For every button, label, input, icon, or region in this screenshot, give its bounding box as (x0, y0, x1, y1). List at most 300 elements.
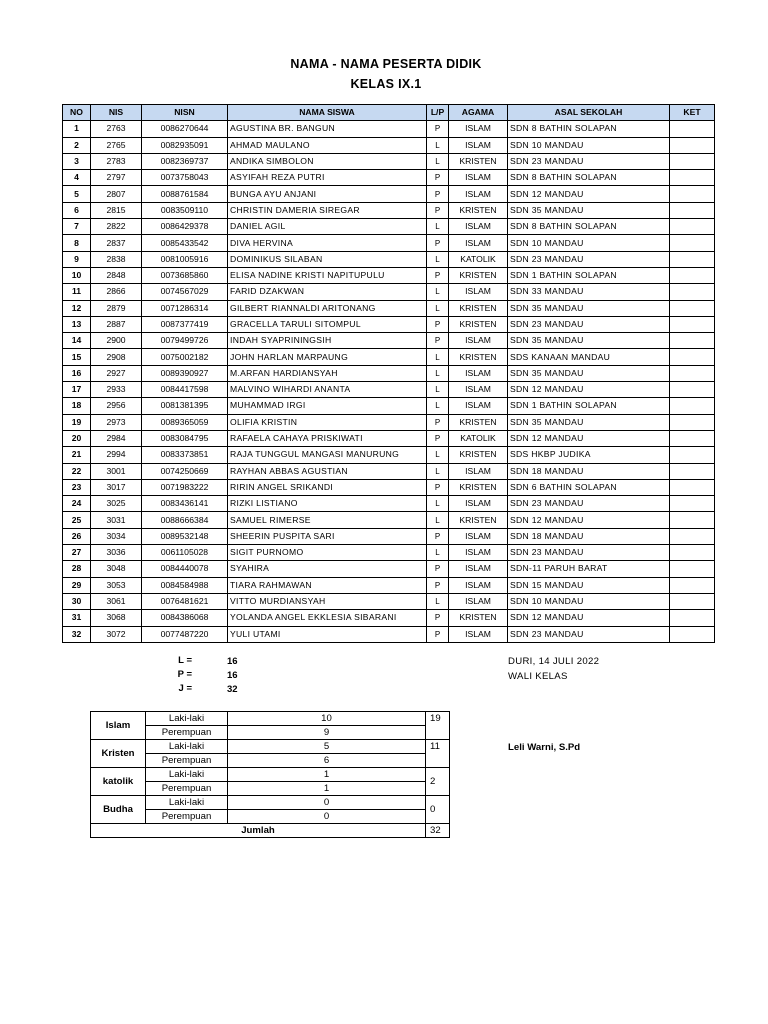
female-count: 1 (228, 782, 426, 796)
religion-row-male (91, 740, 450, 754)
table-row (63, 496, 715, 512)
row-asal: SDN 1 BATHIN SOLAPAN (508, 398, 670, 414)
row-asal: SDN 12 MANDAU (508, 610, 670, 626)
row-asal: SDN 35 MANDAU (508, 300, 670, 316)
row-agama: ISLAM (449, 463, 508, 479)
row-nama: DOMINIKUS SILABAN (228, 251, 427, 267)
male-label: Laki-laki (146, 712, 228, 726)
row-agama: ISLAM (449, 170, 508, 186)
male-count: 1 (228, 768, 426, 782)
row-lp: L (427, 349, 449, 365)
row-asal: SDN 23 MANDAU (508, 545, 670, 561)
row-ket (670, 626, 715, 642)
col-header-asal: ASAL SEKOLAH (508, 105, 670, 121)
row-ket (670, 561, 715, 577)
row-agama: KATOLIK (449, 251, 508, 267)
row-nisn: 0071983222 (142, 479, 228, 495)
row-lp: L (427, 365, 449, 381)
row-nama: RAJA TUNGGUL MANGASI MANURUNG (228, 447, 427, 463)
table-row (63, 202, 715, 218)
row-nisn: 0079499726 (142, 333, 228, 349)
row-asal: SDN-11 PARUH BARAT (508, 561, 670, 577)
table-row (63, 333, 715, 349)
row-nis: 2933 (91, 382, 142, 398)
student-rows (63, 121, 715, 643)
row-ket (670, 610, 715, 626)
row-nis: 2927 (91, 365, 142, 381)
row-nis: 2973 (91, 414, 142, 430)
row-nisn: 0083436141 (142, 496, 228, 512)
row-nis: 2956 (91, 398, 142, 414)
row-asal: SDN 23 MANDAU (508, 316, 670, 332)
row-agama: KRISTEN (449, 300, 508, 316)
row-asal: SDN 10 MANDAU (508, 235, 670, 251)
row-nis: 3061 (91, 593, 142, 609)
row-asal: SDN 23 MANDAU (508, 626, 670, 642)
row-asal: SDN 23 MANDAU (508, 251, 670, 267)
row-nisn: 0088761584 (142, 186, 228, 202)
table-row (63, 219, 715, 235)
male-label: Laki-laki (146, 768, 228, 782)
row-nama: BUNGA AYU ANJANI (228, 186, 427, 202)
row-agama: KRISTEN (449, 447, 508, 463)
row-asal: SDN 10 MANDAU (508, 137, 670, 153)
row-asal: SDN 35 MANDAU (508, 333, 670, 349)
row-nis: 2763 (91, 121, 142, 137)
row-nisn: 0084386068 (142, 610, 228, 626)
summary-l (172, 655, 272, 669)
row-no: 31 (63, 610, 91, 626)
row-nisn: 0074567029 (142, 284, 228, 300)
row-ket (670, 430, 715, 446)
female-count: 0 (228, 810, 426, 824)
col-header-nama: NAMA SISWA (228, 105, 427, 121)
row-nisn: 0083084795 (142, 430, 228, 446)
female-label: Perempuan (146, 782, 228, 796)
row-agama: ISLAM (449, 333, 508, 349)
table-row (63, 316, 715, 332)
row-nama: RIRIN ANGEL SRIKANDI (228, 479, 427, 495)
row-nisn: 0083509110 (142, 202, 228, 218)
class-subtitle: KELAS IX.1 (350, 77, 422, 91)
row-lp: P (427, 577, 449, 593)
table-row (63, 479, 715, 495)
row-asal: SDN 10 MANDAU (508, 593, 670, 609)
row-nama: ANDIKA SIMBOLON (228, 153, 427, 169)
row-agama: ISLAM (449, 382, 508, 398)
row-no: 15 (63, 349, 91, 365)
row-no: 30 (63, 593, 91, 609)
row-nama: MALVINO WIHARDI ANANTA (228, 382, 427, 398)
row-lp: P (427, 626, 449, 642)
table-row (63, 626, 715, 642)
row-nama: YOLANDA ANGEL EKKLESIA SIBARANI (228, 610, 427, 626)
row-nisn: 0081381395 (142, 398, 228, 414)
row-agama: ISLAM (449, 219, 508, 235)
row-no: 9 (63, 251, 91, 267)
table-row (63, 512, 715, 528)
row-nis: 2866 (91, 284, 142, 300)
row-nis: 3001 (91, 463, 142, 479)
row-nisn: 0077487220 (142, 626, 228, 642)
table-row (63, 414, 715, 430)
row-ket (670, 365, 715, 381)
table-row (63, 463, 715, 479)
table-row (63, 349, 715, 365)
row-asal: SDN 23 MANDAU (508, 153, 670, 169)
row-lp: P (427, 528, 449, 544)
jumlah-total: 32 (426, 824, 450, 838)
row-agama: KRISTEN (449, 610, 508, 626)
row-lp: P (427, 610, 449, 626)
summary-j-label: J = (178, 683, 192, 694)
row-nisn: 0089365059 (142, 414, 228, 430)
row-no: 26 (63, 528, 91, 544)
row-lp: P (427, 479, 449, 495)
row-no: 7 (63, 219, 91, 235)
row-nama: DIVA HERVINA (228, 235, 427, 251)
female-count: 6 (228, 754, 426, 768)
row-nis: 2783 (91, 153, 142, 169)
row-nis: 3031 (91, 512, 142, 528)
table-row (63, 251, 715, 267)
row-nisn: 0082935091 (142, 137, 228, 153)
row-agama: ISLAM (449, 398, 508, 414)
row-lp: L (427, 284, 449, 300)
row-asal: SDS HKBP JUDIKA (508, 447, 670, 463)
page-title: NAMA - NAMA PESERTA DIDIK (290, 57, 482, 71)
summary-p-value: 16 (227, 670, 238, 681)
row-asal: SDN 8 BATHIN SOLAPAN (508, 219, 670, 235)
row-nama: SAMUEL RIMERSE (228, 512, 427, 528)
table-row (63, 398, 715, 414)
religion-row-jumlah (91, 824, 450, 838)
row-nisn: 0084584988 (142, 577, 228, 593)
row-asal: SDN 18 MANDAU (508, 463, 670, 479)
row-asal: SDN 35 MANDAU (508, 365, 670, 381)
row-agama: ISLAM (449, 545, 508, 561)
religion-row-male (91, 712, 450, 726)
row-agama: KRISTEN (449, 414, 508, 430)
row-ket (670, 577, 715, 593)
row-lp: P (427, 561, 449, 577)
row-nama: M.ARFAN HARDIANSYAH (228, 365, 427, 381)
row-lp: L (427, 496, 449, 512)
row-nisn: 0082369737 (142, 153, 228, 169)
row-nis: 3034 (91, 528, 142, 544)
row-ket (670, 479, 715, 495)
table-row (63, 137, 715, 153)
row-agama: KRISTEN (449, 202, 508, 218)
col-header-no: NO (63, 105, 91, 121)
row-ket (670, 267, 715, 283)
row-ket (670, 414, 715, 430)
row-nis: 2765 (91, 137, 142, 153)
row-nama: GRACELLA TARULI SITOMPUL (228, 316, 427, 332)
row-ket (670, 300, 715, 316)
row-nisn: 0073685860 (142, 267, 228, 283)
male-count: 10 (228, 712, 426, 726)
row-asal: SDN 8 BATHIN SOLAPAN (508, 170, 670, 186)
row-lp: L (427, 300, 449, 316)
row-no: 2 (63, 137, 91, 153)
row-nama: AHMAD MAULANO (228, 137, 427, 153)
row-ket (670, 219, 715, 235)
row-no: 5 (63, 186, 91, 202)
row-nis: 2879 (91, 300, 142, 316)
female-label: Perempuan (146, 754, 228, 768)
row-no: 3 (63, 153, 91, 169)
religion-total: 0 (426, 796, 450, 824)
row-nama: AGUSTINA BR. BANGUN (228, 121, 427, 137)
row-agama: KRISTEN (449, 267, 508, 283)
row-nama: TIARA RAHMAWAN (228, 577, 427, 593)
table-row (63, 561, 715, 577)
row-nis: 2887 (91, 316, 142, 332)
row-nisn: 0083373851 (142, 447, 228, 463)
row-ket (670, 349, 715, 365)
row-nama: INDAH SYAPRININGSIH (228, 333, 427, 349)
row-lp: L (427, 545, 449, 561)
jumlah-label: Jumlah (91, 824, 426, 838)
row-lp: L (427, 153, 449, 169)
male-label: Laki-laki (146, 740, 228, 754)
row-nama: OLIFIA KRISTIN (228, 414, 427, 430)
row-nisn: 0086429378 (142, 219, 228, 235)
row-nisn: 0071286314 (142, 300, 228, 316)
religion-name: Budha (91, 796, 146, 824)
row-ket (670, 137, 715, 153)
col-header-nis: NIS (91, 105, 142, 121)
row-ket (670, 398, 715, 414)
row-nama: RAYHAN ABBAS AGUSTIAN (228, 463, 427, 479)
row-nis: 2838 (91, 251, 142, 267)
row-agama: ISLAM (449, 121, 508, 137)
row-ket (670, 284, 715, 300)
row-ket (670, 186, 715, 202)
table-row (63, 577, 715, 593)
table-row (63, 170, 715, 186)
religion-row-male (91, 796, 450, 810)
row-nis: 3017 (91, 479, 142, 495)
male-count: 0 (228, 796, 426, 810)
row-lp: P (427, 202, 449, 218)
row-nama: VITTO MURDIANSYAH (228, 593, 427, 609)
row-nis: 3053 (91, 577, 142, 593)
row-agama: KRISTEN (449, 153, 508, 169)
wali-kelas-label: WALI KELAS (508, 671, 568, 682)
row-nis: 2848 (91, 267, 142, 283)
row-lp: P (427, 414, 449, 430)
row-nisn: 0073758043 (142, 170, 228, 186)
table-row (63, 365, 715, 381)
row-nama: FARID DZAKWAN (228, 284, 427, 300)
row-ket (670, 463, 715, 479)
row-ket (670, 316, 715, 332)
row-nisn: 0087377419 (142, 316, 228, 332)
row-no: 13 (63, 316, 91, 332)
row-lp: L (427, 447, 449, 463)
religion-total: 19 (426, 712, 450, 740)
table-row (63, 593, 715, 609)
religion-name: katolik (91, 768, 146, 796)
row-asal: SDN 35 MANDAU (508, 414, 670, 430)
table-row (63, 610, 715, 626)
row-ket (670, 170, 715, 186)
row-ket (670, 153, 715, 169)
summary-l-value: 16 (227, 656, 238, 667)
row-lp: L (427, 512, 449, 528)
row-asal: SDN 6 BATHIN SOLAPAN (508, 479, 670, 495)
row-lp: P (427, 267, 449, 283)
table-row (63, 153, 715, 169)
row-nisn: 0084440078 (142, 561, 228, 577)
row-lp: L (427, 251, 449, 267)
place-date: DURI, 14 JULI 2022 (508, 656, 600, 667)
row-nis: 2807 (91, 186, 142, 202)
row-asal: SDS KANAAN MANDAU (508, 349, 670, 365)
row-asal: SDN 15 MANDAU (508, 577, 670, 593)
row-nis: 2984 (91, 430, 142, 446)
table-row (63, 447, 715, 463)
table-row (63, 528, 715, 544)
row-nisn: 0084417598 (142, 382, 228, 398)
row-agama: KRISTEN (449, 512, 508, 528)
female-count: 9 (228, 726, 426, 740)
table-row (63, 284, 715, 300)
row-no: 32 (63, 626, 91, 642)
row-agama: ISLAM (449, 626, 508, 642)
row-lp: P (427, 186, 449, 202)
row-ket (670, 545, 715, 561)
row-nama: RIZKI LISTIANO (228, 496, 427, 512)
row-lp: L (427, 593, 449, 609)
row-no: 22 (63, 463, 91, 479)
table-row (63, 382, 715, 398)
row-no: 4 (63, 170, 91, 186)
row-agama: KRISTEN (449, 479, 508, 495)
female-label: Perempuan (146, 726, 228, 740)
row-nis: 3072 (91, 626, 142, 642)
table-row (63, 300, 715, 316)
row-lp: L (427, 137, 449, 153)
row-nis: 3025 (91, 496, 142, 512)
row-lp: P (427, 430, 449, 446)
row-nama: ASYIFAH REZA PUTRI (228, 170, 427, 186)
row-ket (670, 512, 715, 528)
row-nis: 3036 (91, 545, 142, 561)
row-nis: 2797 (91, 170, 142, 186)
row-no: 6 (63, 202, 91, 218)
row-agama: ISLAM (449, 186, 508, 202)
row-agama: KRISTEN (449, 349, 508, 365)
row-agama: KATOLIK (449, 430, 508, 446)
row-nis: 2815 (91, 202, 142, 218)
row-lp: L (427, 219, 449, 235)
female-label: Perempuan (146, 810, 228, 824)
row-asal: SDN 1 BATHIN SOLAPAN (508, 267, 670, 283)
row-no: 20 (63, 430, 91, 446)
row-agama: ISLAM (449, 365, 508, 381)
col-header-ket: KET (670, 105, 715, 121)
table-header-row (63, 105, 715, 121)
religion-row-male (91, 768, 450, 782)
row-nama: CHRISTIN DAMERIA SIREGAR (228, 202, 427, 218)
row-nis: 2908 (91, 349, 142, 365)
row-lp: P (427, 121, 449, 137)
row-nis: 3068 (91, 610, 142, 626)
row-no: 8 (63, 235, 91, 251)
row-nisn: 0075002182 (142, 349, 228, 365)
row-asal: SDN 35 MANDAU (508, 202, 670, 218)
row-ket (670, 528, 715, 544)
row-no: 24 (63, 496, 91, 512)
row-nama: DANIEL AGIL (228, 219, 427, 235)
summary-l-label: L = (178, 655, 192, 666)
row-nama: RAFAELA CAHAYA PRISKIWATI (228, 430, 427, 446)
summary-p-label: P = (177, 669, 192, 680)
row-no: 29 (63, 577, 91, 593)
row-no: 19 (63, 414, 91, 430)
table-row (63, 186, 715, 202)
col-header-agama: AGAMA (449, 105, 508, 121)
row-agama: ISLAM (449, 496, 508, 512)
table-row (63, 545, 715, 561)
row-ket (670, 496, 715, 512)
row-ket (670, 333, 715, 349)
row-ket (670, 382, 715, 398)
row-no: 16 (63, 365, 91, 381)
row-ket (670, 121, 715, 137)
male-label: Laki-laki (146, 796, 228, 810)
row-nama: YULI UTAMI (228, 626, 427, 642)
row-nisn: 0074250669 (142, 463, 228, 479)
row-lp: P (427, 316, 449, 332)
row-no: 14 (63, 333, 91, 349)
row-nama: ELISA NADINE KRISTI NAPITUPULU (228, 267, 427, 283)
male-count: 5 (228, 740, 426, 754)
row-asal: SDN 33 MANDAU (508, 284, 670, 300)
row-agama: ISLAM (449, 561, 508, 577)
table-row (63, 430, 715, 446)
row-nisn: 0089390927 (142, 365, 228, 381)
table-row (63, 235, 715, 251)
row-nama: SYAHIRA (228, 561, 427, 577)
row-lp: P (427, 170, 449, 186)
row-agama: ISLAM (449, 528, 508, 544)
row-nama: JOHN HARLAN MARPAUNG (228, 349, 427, 365)
row-no: 12 (63, 300, 91, 316)
row-ket (670, 235, 715, 251)
row-agama: ISLAM (449, 137, 508, 153)
row-ket (670, 593, 715, 609)
row-no: 27 (63, 545, 91, 561)
row-no: 21 (63, 447, 91, 463)
row-agama: KRISTEN (449, 316, 508, 332)
row-nisn: 0086270644 (142, 121, 228, 137)
row-asal: SDN 12 MANDAU (508, 430, 670, 446)
row-agama: ISLAM (449, 284, 508, 300)
row-nisn: 0089532148 (142, 528, 228, 544)
row-nisn: 0076481621 (142, 593, 228, 609)
row-no: 23 (63, 479, 91, 495)
row-lp: L (427, 382, 449, 398)
row-ket (670, 251, 715, 267)
row-asal: SDN 12 MANDAU (508, 512, 670, 528)
col-header-lp: L/P (427, 105, 449, 121)
row-asal: SDN 23 MANDAU (508, 496, 670, 512)
row-nama: SIGIT PURNOMO (228, 545, 427, 561)
